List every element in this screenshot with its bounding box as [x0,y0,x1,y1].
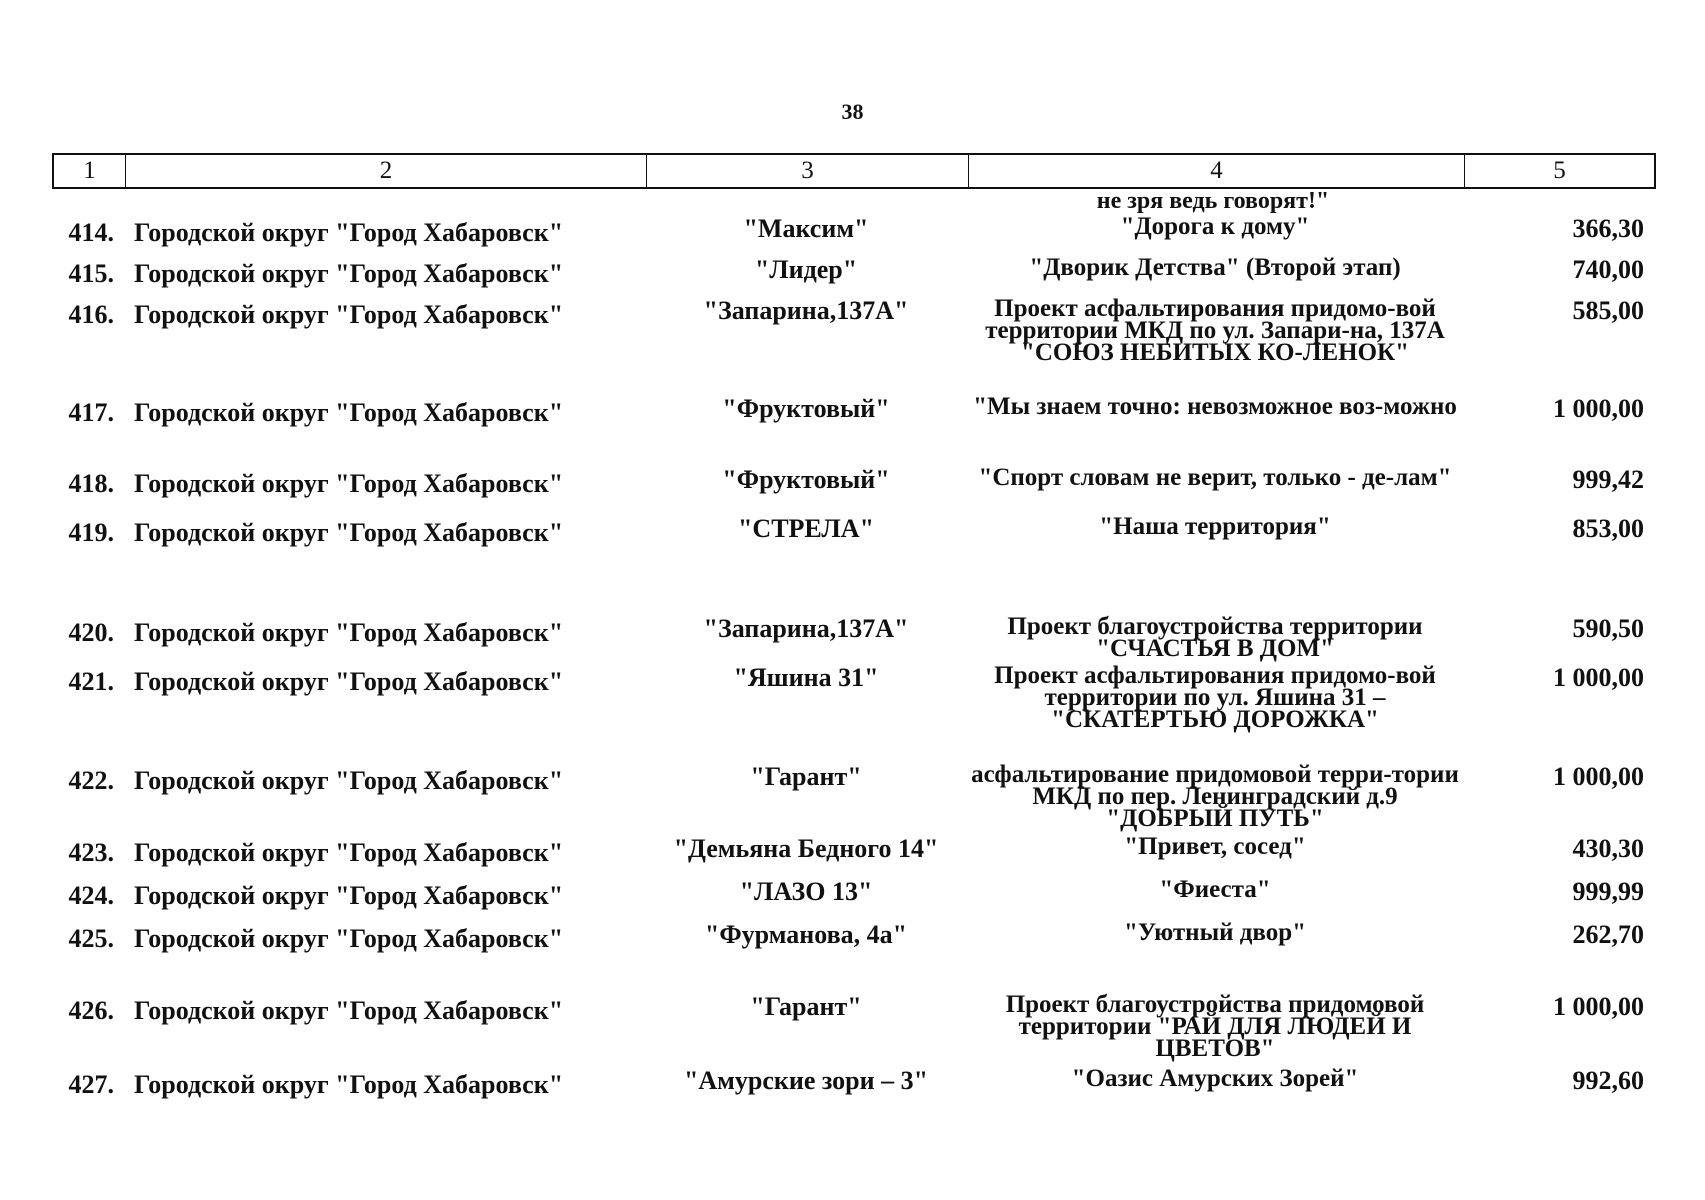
row-number: 425. [68,924,114,953]
row-project: Проект асфальтирования придомо-вой территории МКД по ул. Запари-на, 137А "СОЮЗ НЕБИТЫХ КО-ЛЕНОК" [985,295,1445,366]
row-municipality: Городской округ "Город Хабаровск" [134,618,564,647]
row-municipality: Городской округ "Город Хабаровск" [134,1070,564,1099]
row-amount: 1 000,00 [1553,663,1644,692]
row-project: "Фиеста" [1159,876,1271,903]
row-municipality: Городской округ "Город Хабаровск" [134,766,564,795]
row-number: 421. [68,667,114,696]
row-organization: "Гарант" [750,762,862,791]
row-project: "Наша территория" [1099,513,1331,540]
row-amount: 585,00 [1572,296,1644,325]
row-organization: "Яшина 31" [733,663,879,692]
row-organization: "Амурские зори – 3" [683,1066,929,1095]
row-number: 414. [68,218,114,247]
row-municipality: Городской округ "Город Хабаровск" [134,259,564,288]
row-project: "Привет, сосед" [1124,833,1306,860]
row-municipality: Городской округ "Город Хабаровск" [134,398,564,427]
row-amount: 999,42 [1572,465,1644,494]
header-col-5: 5 [1553,157,1566,184]
row-project: "Оазис Амурских Зорей" [1071,1065,1359,1092]
header-col-3: 3 [647,155,969,187]
row-number: 415. [68,259,114,288]
row-amount: 853,00 [1572,514,1644,543]
row-municipality: Городской округ "Город Хабаровск" [134,300,564,329]
row-project: асфальтирование придомовой терри-тории МКД по пер. Ленинградский д.9 "ДОБРЫЙ ПУТЬ" [971,761,1459,832]
row-amount: 740,00 [1572,255,1644,284]
row-organization: "Демьяна Бедного 14" [673,834,939,863]
row-municipality: Городской округ "Город Хабаровск" [134,838,564,867]
row-number: 427. [68,1070,114,1099]
row-amount: 999,99 [1572,877,1644,906]
row-project: Проект благоустройства территории "СЧАСТЬЯ В ДОМ" [1007,613,1423,662]
table-header [52,153,1656,189]
row-project: "Дорога к дому" [1120,213,1310,240]
row-organization: "Гарант" [750,992,862,1021]
row-project: "Уютный двор" [1123,919,1307,946]
row-project: "Спорт словам не верит, только - де-лам" [978,464,1452,491]
row-municipality: Городской округ "Город Хабаровск" [134,881,564,910]
row-number: 419. [68,518,114,547]
row-amount: 992,60 [1572,1066,1644,1095]
row-project: Проект благоустройства придомовой территории "РАЙ ДЛЯ ЛЮДЕЙ И ЦВЕТОВ" [1005,991,1425,1062]
page-number: 38 [841,99,864,124]
row-organization: "СТРЕЛА" [737,514,875,543]
row-organization: "Фурманова, 4а" [704,920,908,949]
row-number: 420. [68,618,114,647]
row-number: 418. [68,469,114,498]
row-organization: "Фруктовый" [722,465,890,494]
row-municipality: Городской округ "Город Хабаровск" [134,924,564,953]
row-municipality: Городской округ "Город Хабаровск" [134,469,564,498]
row-amount: 366,30 [1572,214,1644,243]
row-organization: "Запарина,137А" [703,614,909,643]
row-amount: 1 000,00 [1553,992,1644,1021]
row-organization: "Лидер" [754,255,858,284]
row-number: 424. [68,881,114,910]
row-amount: 262,70 [1572,920,1644,949]
row-project: Проект асфальтирования придомо-вой территории по ул. Яшина 31 – "СКАТЕРТЬЮ ДОРОЖКА" [994,662,1436,733]
row-number: 416. [68,300,114,329]
header-col-2: 2 [126,155,647,187]
row-municipality: Городской округ "Город Хабаровск" [134,218,564,247]
row-municipality: Городской округ "Город Хабаровск" [134,667,564,696]
row-project: "Дворик Детства" (Второй этап) [1029,254,1401,281]
row-municipality: Городской округ "Город Хабаровск" [134,996,564,1025]
continuation-text: не зря ведь говорят!" [1096,188,1330,214]
row-project: "Мы знаем точно: невозможное воз-можно [973,393,1457,420]
row-number: 422. [68,766,114,795]
row-organization: "Фруктовый" [722,394,890,423]
row-number: 426. [68,996,114,1025]
row-amount: 590,50 [1572,614,1644,643]
row-organization: "ЛАЗО 13" [739,877,873,906]
header-col-1: 1 [54,155,126,187]
row-number: 417. [68,398,114,427]
row-organization: "Запарина,137А" [703,296,909,325]
row-number: 423. [68,838,114,867]
row-amount: 1 000,00 [1553,762,1644,791]
row-municipality: Городской округ "Город Хабаровск" [134,518,564,547]
row-organization: "Максим" [743,214,869,243]
row-amount: 430,30 [1572,834,1644,863]
row-amount: 1 000,00 [1553,394,1644,423]
header-col-4: 4 [969,155,1465,187]
